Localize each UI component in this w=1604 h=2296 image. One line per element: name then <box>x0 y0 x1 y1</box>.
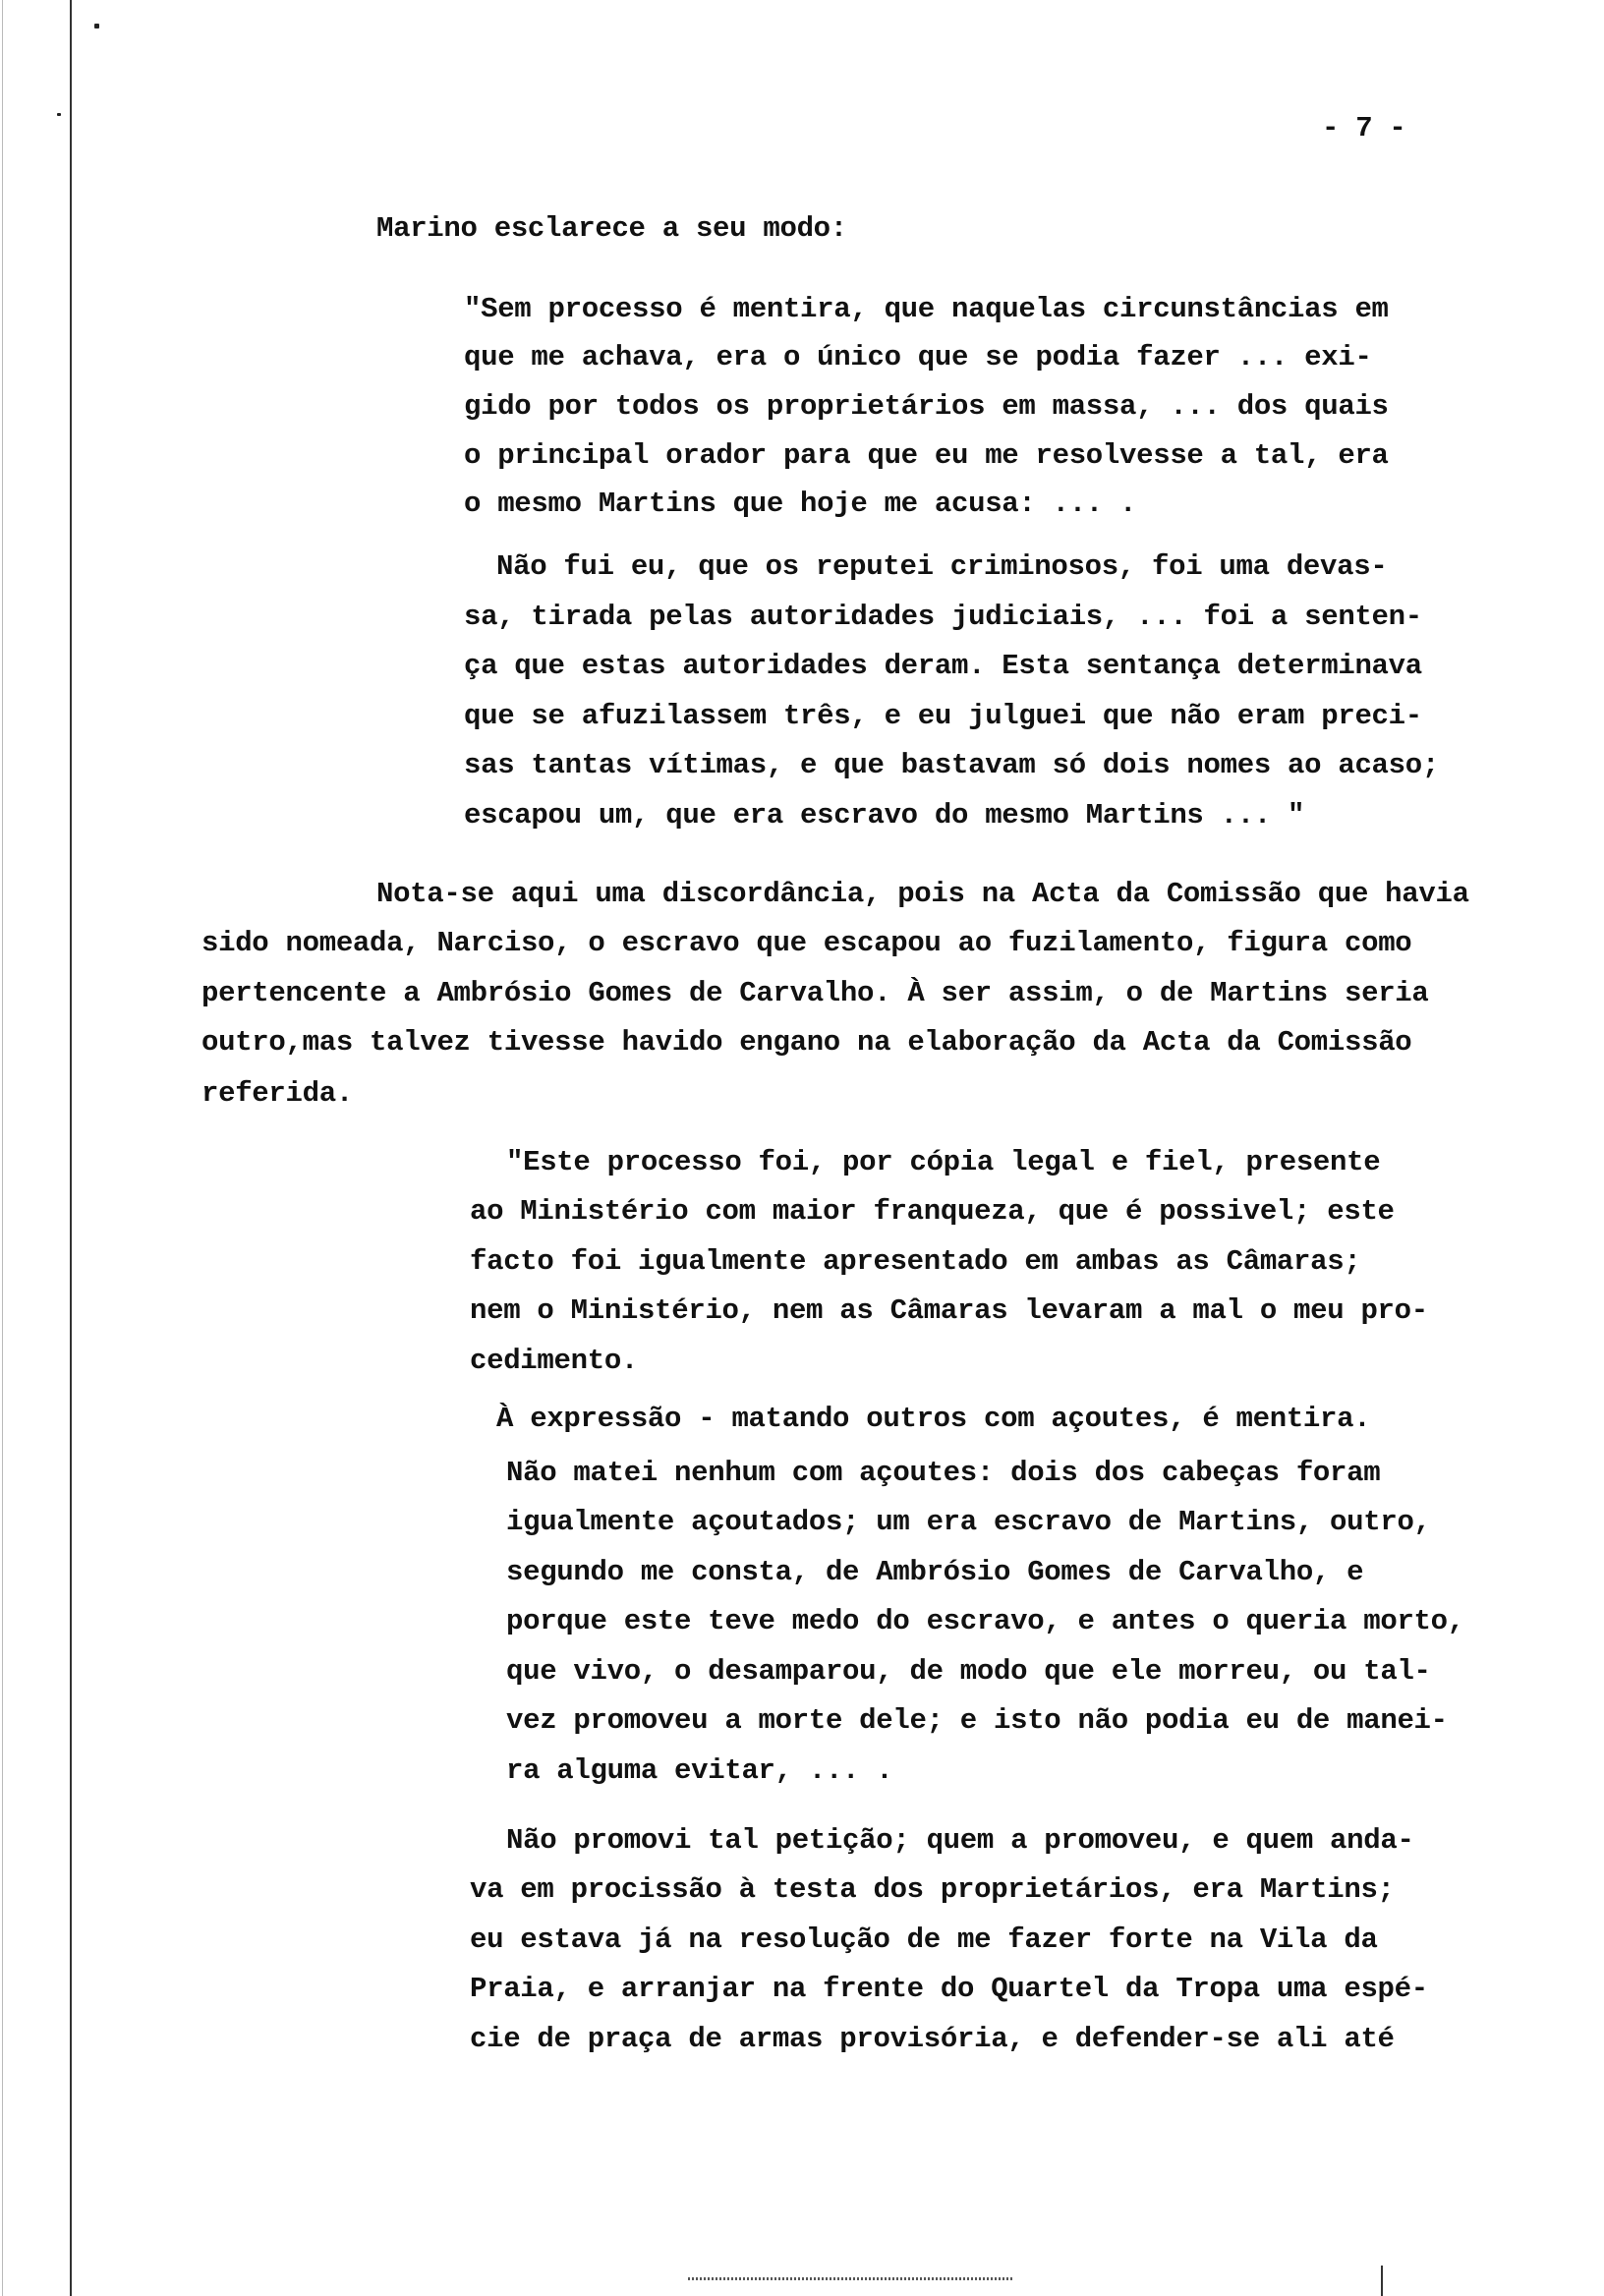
quote-line: cie de praça de armas provisória, e defender-se ali até <box>470 2023 1395 2055</box>
quote-line: vez promoveu a morte dele; e isto não podia eu de manei- <box>506 1704 1448 1737</box>
quote-line: À expressão - matando outros com açoutes, é mentira. <box>496 1403 1371 1435</box>
quote-line: ra alguma evitar, ... . <box>506 1754 893 1787</box>
body-line: pertencente a Ambrósio Gomes de Carvalho. À ser assim, o de Martins seria <box>201 977 1429 1009</box>
quote-line: gido por todos os proprietários em massa, ... dos quais <box>464 390 1389 423</box>
scan-speck <box>57 113 61 116</box>
quote-line: Não promovi tal petição; quem a promoveu, e quem anda- <box>506 1824 1414 1857</box>
quote-line: sa, tirada pelas autoridades judiciais, ... foi a senten- <box>464 601 1422 633</box>
body-line: Nota-se aqui uma discordância, pois na Acta da Comissão que havia <box>376 878 1469 910</box>
quote-line: igualmente açoutados; um era escravo de Martins, outro, <box>506 1506 1431 1538</box>
body-line: outro,mas talvez tivesse havido engano na elaboração da Acta da Comissão <box>201 1026 1412 1059</box>
body-line: referida. <box>201 1077 353 1110</box>
page-number: - 7 - <box>1322 112 1406 144</box>
quote-line: segundo me consta, de Ambrósio Gomes de Carvalho, e <box>506 1556 1364 1588</box>
quote-line: "Sem processo é mentira, que naquelas circunstâncias em <box>464 293 1389 325</box>
quote-line: porque este teve medo do escravo, e antes o queria morto, <box>506 1605 1464 1637</box>
scan-artifact-tick <box>1381 2266 1383 2296</box>
quote-line: ça que estas autoridades deram. Esta sentança determinava <box>464 650 1422 682</box>
quote-line: nem o Ministério, nem as Câmaras levaram a mal o meu pro- <box>470 1294 1428 1327</box>
quote-line: o principal orador para que eu me resolvesse a tal, era <box>464 439 1389 472</box>
quote-line: que me achava, era o único que se podia fazer ... exi- <box>464 341 1372 373</box>
quote-line: ao Ministério com maior franqueza, que é possivel; este <box>470 1195 1395 1228</box>
quote-line: Não matei nenhum com açoutes: dois dos cabeças foram <box>506 1457 1381 1489</box>
scan-edge <box>2 0 3 2296</box>
margin-rule <box>70 0 72 2296</box>
quote-line: va em procissão à testa dos proprietários, era Martins; <box>470 1873 1395 1906</box>
quote-line: eu estava já na resolução de me fazer forte na Vila da <box>470 1923 1378 1956</box>
quote-line: facto foi igualmente apresentado em ambas as Câmaras; <box>470 1245 1361 1278</box>
quote-line: Praia, e arranjar na frente do Quartel da Tropa uma espé- <box>470 1973 1428 2005</box>
quote-line: que vivo, o desamparou, de modo que ele morreu, ou tal- <box>506 1655 1431 1688</box>
intro-line: Marino esclarece a seu modo: <box>376 212 847 245</box>
quote-line: cedimento. <box>470 1345 639 1377</box>
quote-line: escapou um, que era escravo do mesmo Martins ... " <box>464 799 1305 832</box>
body-line: sido nomeada, Narciso, o escravo que escapou ao fuzilamento, figura como <box>201 927 1412 959</box>
quote-line: sas tantas vítimas, e que bastavam só dois nomes ao acaso; <box>464 749 1439 781</box>
quote-line: Não fui eu, que os reputei criminosos, foi uma devas- <box>496 550 1388 583</box>
quote-line: "Este processo foi, por cópia legal e fiel, presente <box>506 1146 1381 1178</box>
quote-line: que se afuzilassem três, e eu julguei que não eram preci- <box>464 700 1422 732</box>
scan-speck <box>94 24 99 29</box>
scan-artifact-rule <box>688 2277 1012 2280</box>
quote-line: o mesmo Martins que hoje me acusa: ... . <box>464 488 1137 520</box>
